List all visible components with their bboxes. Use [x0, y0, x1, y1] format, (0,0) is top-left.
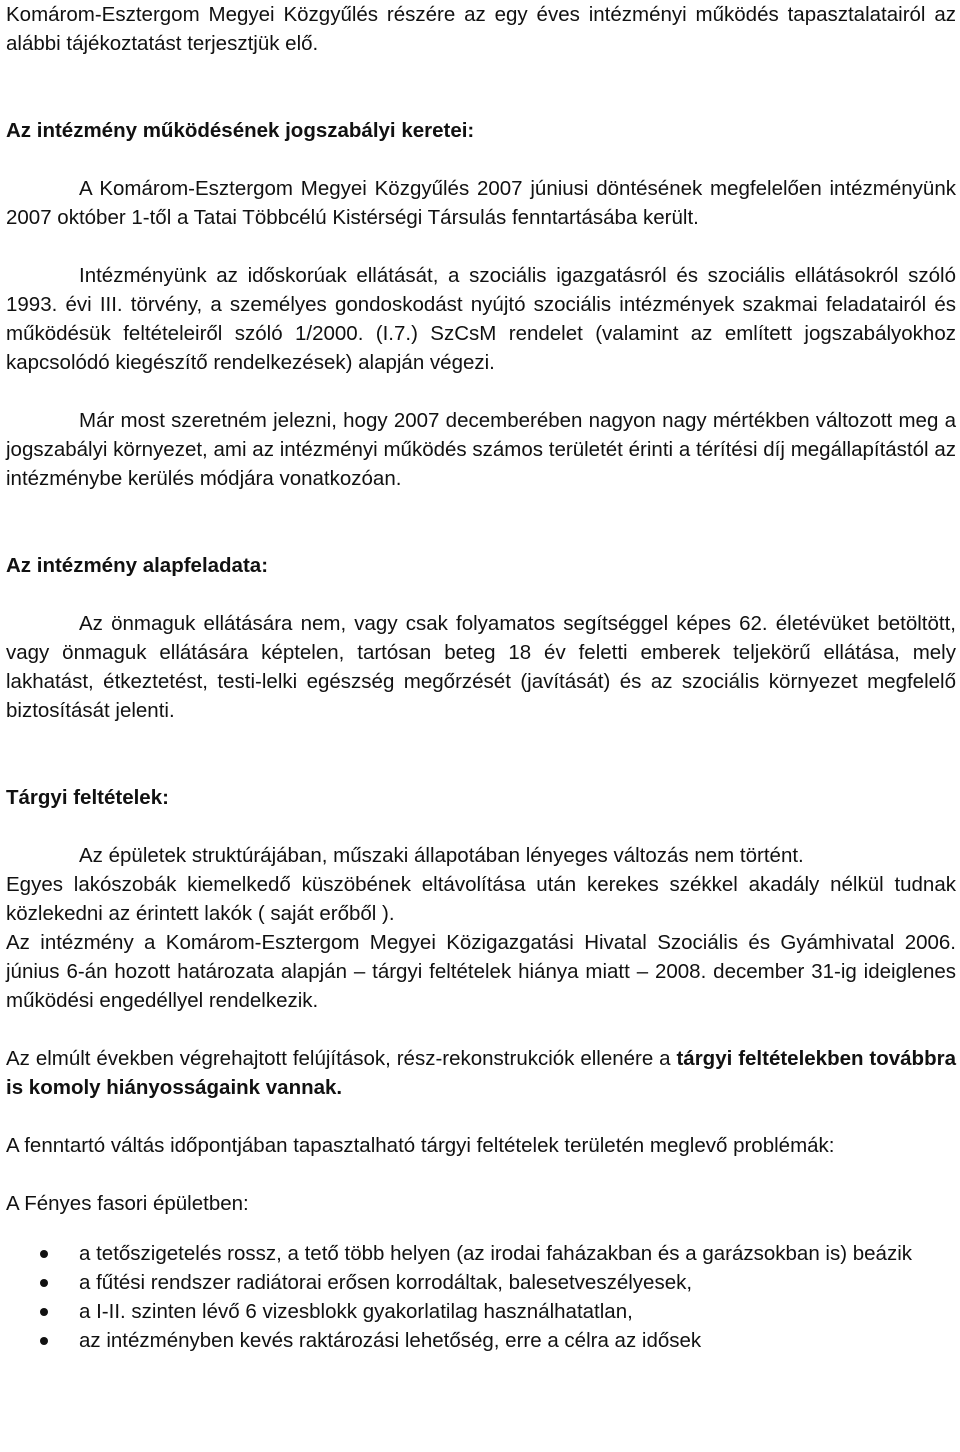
- paragraph-regulatory-change: Már most szeretném jelezni, hogy 2007 decemberében nagyon nagy mértékben változott meg a jogszabályi környezet, ami az intézményi működés számos területét érinti a térítési díj megállapítástól az intézménybe kerülés módjára vonatkozóan.: [6, 409, 956, 490]
- document-page: [6, 0, 956, 1355]
- list-item: [6, 1268, 956, 1297]
- paragraph-building-label: A Fényes fasori épületben:: [6, 1192, 249, 1215]
- bullet-icon: [40, 1337, 48, 1345]
- paragraph-problems-intro: A fenntartó váltás időpontjában tapasztalható tárgyi feltételek területén meglevő problémák:: [6, 1134, 835, 1157]
- section-heading-core-task: Az intézmény alapfeladata:: [6, 554, 269, 577]
- problem-list: [6, 1239, 956, 1355]
- paragraph-operating-permit: Az intézmény a Komárom-Esztergom Megyei Közigazgatási Hivatal Szociális és Gyámhivatal 2006. június 6-án hozott határozata alapján – tárgyi feltételek hiánya miatt – 2008. december 31-ig ideiglenes működési engedéllyel rendelkezik.: [6, 931, 956, 1012]
- renovation-text: Az elmúlt években végrehajtott felújítások, rész-rekonstrukciók ellenére a: [6, 1047, 671, 1070]
- paragraph-legal-basis: Intézményünk az időskorúak ellátását, a szociális igazgatásról és szociális ellátásokról szóló 1993. évi III. törvény, a személyes gondoskodást nyújtó szociális intézmények szakmai feladatairól és működésük feltételeiről szóló 1/2000. (I.7.) SzCsM rendelet (valamint az említett jogszabályokhoz kapcsolódó kiegészítő rendelkezések) alapján végezi.: [6, 264, 956, 374]
- paragraph-renovation-shortcomings: [6, 1044, 956, 1102]
- bullet-icon: [40, 1308, 48, 1316]
- list-item-text: az intézményben kevés raktározási lehetőség, erre a célra az idősek: [79, 1329, 702, 1352]
- renovation-emphasis: tárgyi feltételekben továbbra is komoly hiányosságaink vannak.: [6, 1047, 956, 1099]
- paragraph-maintainer-change: A Komárom-Esztergom Megyei Közgyűlés 2007 júniusi döntésének megfelelően intézményünk 2007 október 1-től a Tatai Többcélú Kistérségi Társulás fenntartásába került.: [6, 177, 956, 229]
- list-item-text: a fűtési rendszer radiátorai erősen korrodáltak, balesetveszélyesek,: [79, 1271, 693, 1294]
- list-item: [6, 1326, 956, 1355]
- paragraph-building-structure: Az épületek struktúrájában, műszaki állapotában lényeges változás nem történt.: [79, 844, 804, 867]
- paragraph-threshold-removal: Egyes lakószobák kiemelkedő küszöbének eltávolítása után kerekes székkel akadály nélkül tudnak közlekedni az érintett lakók ( saját erőből ).: [6, 873, 956, 925]
- list-item: [6, 1239, 956, 1268]
- bullet-icon: [40, 1279, 48, 1287]
- list-item-text: a I-II. szinten lévő 6 vizesblokk gyakorlatilag használhatatlan,: [79, 1300, 633, 1323]
- list-item-text: a tetőszigetelés rossz, a tető több helyen (az irodai faházakban és a garázsokban is) beázik: [79, 1242, 913, 1265]
- section-heading-material-conditions: Tárgyi feltételek:: [6, 786, 169, 809]
- list-item: [6, 1297, 956, 1326]
- bullet-icon: [40, 1250, 48, 1258]
- paragraph-core-task: Az önmaguk ellátására nem, vagy csak folyamatos segítséggel képes 62. életévüket betöltött, vagy önmaguk ellátására képtelen, tartósan beteg 18 év feletti emberek teljekörű ellátása, mely lakhatást, étkeztetést, testi-lelki egészség megőrzését (javítását) és az szociális környezet megfelelő biztosítását jelenti.: [6, 612, 956, 722]
- section-heading-legal-framework: Az intézmény működésének jogszabályi keretei:: [6, 119, 475, 142]
- intro-paragraph: Komárom-Esztergom Megyei Közgyűlés részére az egy éves intézményi működés tapasztalatairól az alábbi tájékoztatást terjesztjük elő.: [6, 3, 956, 55]
